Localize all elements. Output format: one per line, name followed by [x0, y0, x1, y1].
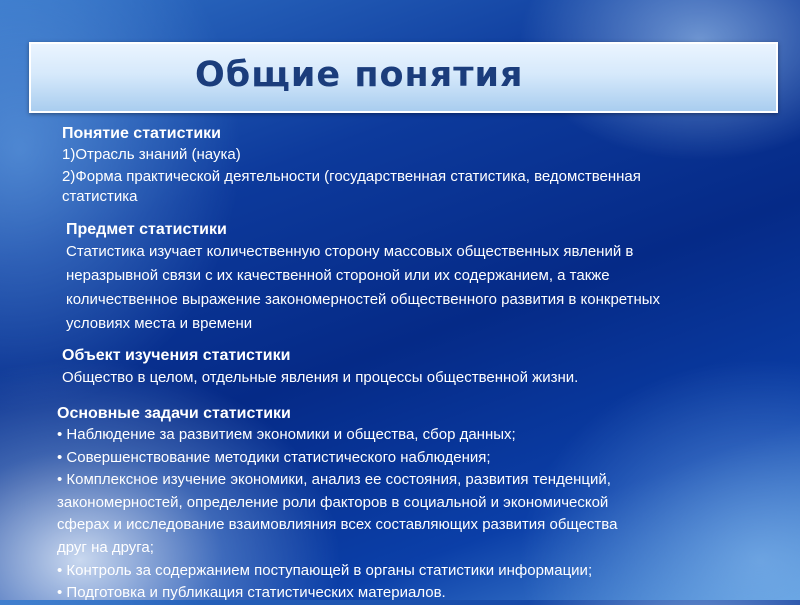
- section-statistics-tasks: [57, 404, 617, 605]
- task-item-continuation: друг на друга;: [57, 538, 154, 556]
- section-statistics-object: [62, 346, 578, 390]
- section-heading: Основные задачи статистики: [57, 405, 291, 422]
- section-line: условиях места и времени: [66, 315, 253, 332]
- task-item-continuation: закономерностей, определение роли факторов в социальной и экономической: [57, 493, 609, 511]
- section-statistics-subject: [66, 220, 660, 336]
- slide-title: Общие понятия: [195, 55, 524, 95]
- section-line: Статистика изучает количественную сторону массовых общественных явлений в: [66, 243, 634, 260]
- section-line: Общество в целом, отдельные явления и процессы общественной жизни.: [62, 369, 579, 386]
- task-item: • Комплексное изучение экономики, анализ ее состояния, развития тенденций,: [57, 471, 611, 489]
- section-heading: Предмет статистики: [66, 221, 227, 238]
- task-item: • Подготовка и публикация статистических материалов.: [57, 584, 446, 602]
- section-heading: Понятие статистики: [62, 125, 222, 142]
- section-line: 1)Отрасль знаний (наука): [62, 146, 241, 163]
- section-line: статистика: [62, 188, 138, 205]
- section-line: 2)Форма практической деятельности (государственная статистика, ведомственная: [62, 168, 641, 185]
- section-line: неразрывной связи с их качественной стороной или их содержанием, а также: [66, 267, 610, 284]
- task-item-continuation: сферах и исследование взаимовлияния всех составляющих развития общества: [57, 516, 618, 534]
- section-statistics-concept: [62, 124, 641, 206]
- section-line: количественное выражение закономерностей общественного развития в конкретных: [66, 291, 661, 308]
- task-item: • Совершенствование методики статистического наблюдения;: [57, 448, 491, 466]
- task-item: • Контроль за содержанием поступающей в органы статистики информации;: [57, 561, 593, 579]
- section-heading: Объект изучения статистики: [62, 347, 291, 364]
- task-item: • Наблюдение за развитием экономики и общества, сбор данных;: [57, 426, 516, 443]
